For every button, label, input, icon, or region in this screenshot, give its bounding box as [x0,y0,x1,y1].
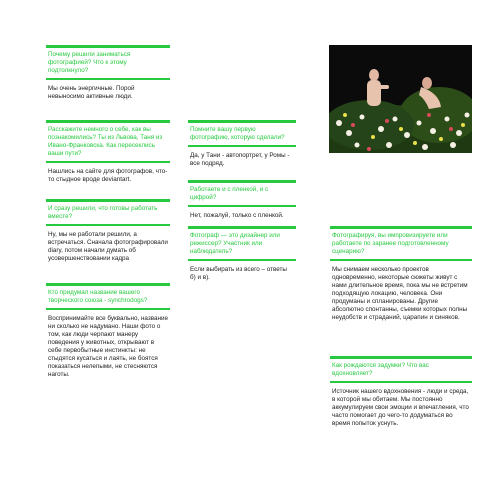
answer-text: Мы очень энергичные. Порой невыносимо активные люди. [48,85,135,100]
question-text: Фотографируя, вы импровизируете или работаете по заранее подготовленному сценарию? [332,232,449,255]
question-text: Почему решили заниматься фотографией? Что к этому подтолкнуло? [48,51,131,74]
qa-card-6 [188,180,296,220]
photo-image [329,45,472,153]
answer-text: Мы снимаем несколько проектов одновременно, некоторые сюжеты живут с нами длительное время, пока мы не встретим подходящую локацию, человека. Они продуманы и спланированы. Другие абсолютно спонтанны, съемки которых полны неудобств и страданий, царапин и синяков. [332,266,468,321]
answer-text: Ну, мы не работали решили, а встречаться. Сначала фотографировали diary, потом начали думать об усовершенствовании кадра [48,231,168,262]
question-text: Расскажите немного о себе, как вы познакомились? Ты из Львова, Таня из Ивано-Франковска. Как пересеклись ваши пути? [48,126,163,157]
qa-card-3 [46,199,170,263]
question-text: Фотограф — это дизайнер или режиссер? Участник или наблюдатель? [190,232,280,255]
answer-text: Да, у Тани - автопортрет, у Ромы - все подряд. [190,152,290,167]
qa-card-2 [46,120,170,184]
answer-text: Воспринимайте все буквально, название ни сколько не надумано. Наши фото о том, как люди черпают манеру поведения у животных, открывают в себе первобытные инстинкты: не стыдятся кусаться и лаять, не боятся показаться нелепыми, не стесняются наготы. [48,315,169,378]
question-text: Работаете и с пленкой, и с цифрой? [190,186,269,201]
qa-card-5 [188,120,296,168]
question-text: Как рождаются задумки? Что вас вдохновляет? [332,362,429,377]
photo-graphic [329,45,472,153]
answer-text: Источник нашего вдохновения - люди и среда, в которой мы обитаем. Мы постоянно аккумулируем свои эмоции и впечатления, что часто помогает до чего-то додуматься во время попыток уснуть. [332,388,469,427]
qa-card-8 [330,226,472,322]
answer-text: Нет, пожалуй, только с пленкой. [190,212,284,219]
answer-text: Нашлись на сайте для фотографов, что-то стыдное вроде deviantart. [48,168,168,183]
qa-card-7 [188,226,296,282]
question-text: И сразу решили, что готовы работать вместе? [48,205,158,220]
answer-text: Если выбирать из всего – ответы б) и в). [190,266,287,281]
question-text: Кто придумал название вашего творческого союза - synchrodogs? [48,289,148,304]
qa-card-9 [330,356,472,428]
qa-card-4 [46,283,170,379]
question-text: Помните вашу первую фотографию, которую сделали? [190,126,285,141]
qa-card-1 [46,45,170,101]
